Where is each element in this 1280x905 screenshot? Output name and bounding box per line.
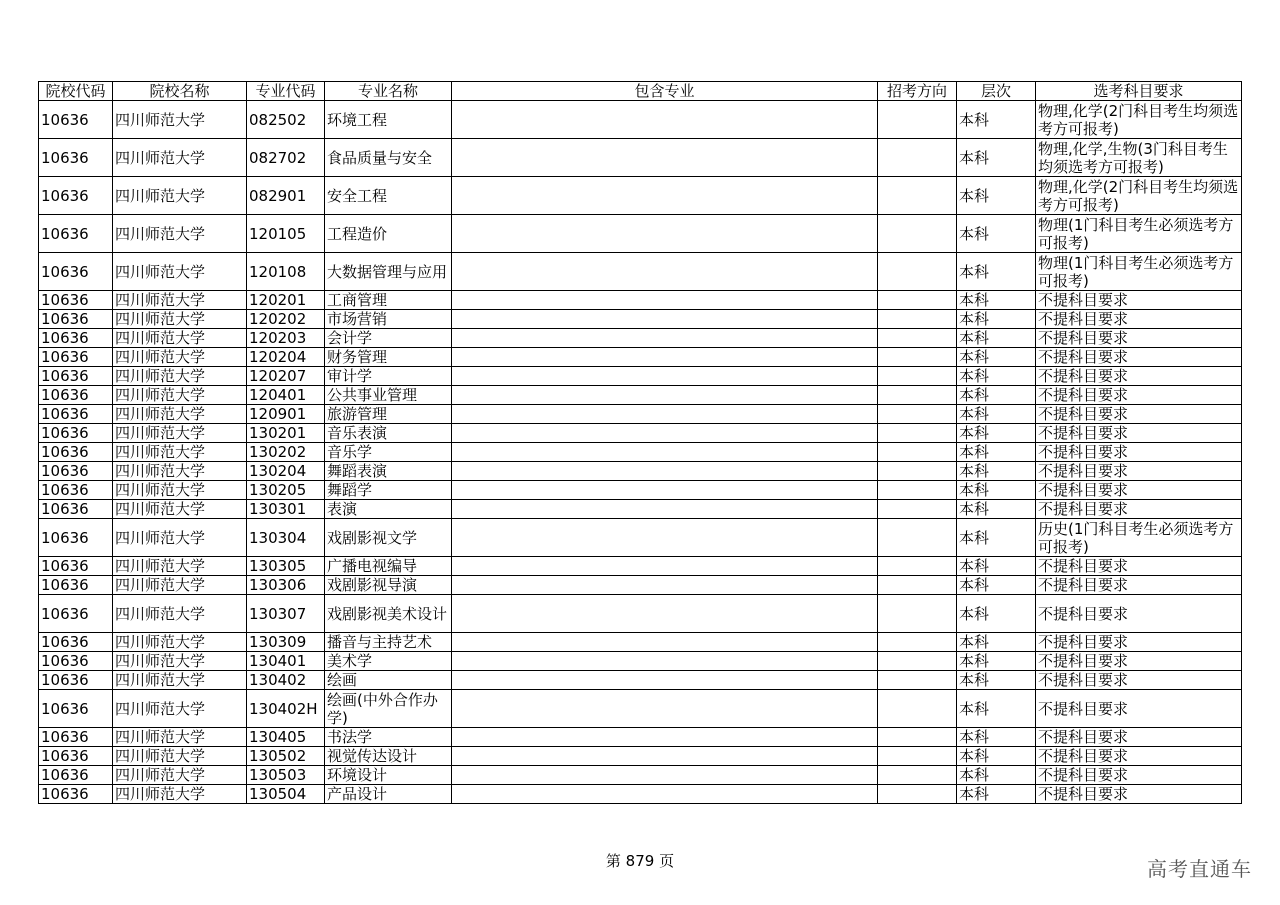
cell-subject-requirement: 不提科目要求	[1036, 557, 1242, 576]
cell-level: 本科	[957, 177, 1036, 215]
cell-school-name: 四川师范大学	[113, 310, 247, 329]
cell-major-code: 130504	[247, 785, 325, 804]
cell-school-code: 10636	[39, 310, 113, 329]
cell-school-name: 四川师范大学	[113, 481, 247, 500]
cell-school-name: 四川师范大学	[113, 576, 247, 595]
cell-major-name: 公共事业管理	[325, 386, 452, 405]
cell-level: 本科	[957, 310, 1036, 329]
cell-direction	[878, 215, 957, 253]
cell-included-majors	[452, 291, 878, 310]
cell-school-name: 四川师范大学	[113, 462, 247, 481]
cell-level: 本科	[957, 405, 1036, 424]
cell-level: 本科	[957, 348, 1036, 367]
cell-level: 本科	[957, 215, 1036, 253]
cell-major-name: 大数据管理与应用	[325, 253, 452, 291]
table-row	[39, 462, 1242, 481]
cell-direction	[878, 500, 957, 519]
cell-school-name: 四川师范大学	[113, 253, 247, 291]
cell-level: 本科	[957, 690, 1036, 728]
cell-school-name: 四川师范大学	[113, 519, 247, 557]
header-school-name: 院校名称	[113, 82, 247, 101]
table-row	[39, 576, 1242, 595]
cell-level: 本科	[957, 766, 1036, 785]
cell-subject-requirement: 不提科目要求	[1036, 671, 1242, 690]
cell-direction	[878, 424, 957, 443]
cell-major-code: 130405	[247, 728, 325, 747]
table-row	[39, 348, 1242, 367]
table-row	[39, 633, 1242, 652]
cell-subject-requirement: 不提科目要求	[1036, 747, 1242, 766]
cell-level: 本科	[957, 652, 1036, 671]
cell-included-majors	[452, 424, 878, 443]
cell-subject-requirement: 不提科目要求	[1036, 348, 1242, 367]
cell-school-name: 四川师范大学	[113, 291, 247, 310]
cell-included-majors	[452, 766, 878, 785]
table-row	[39, 519, 1242, 557]
cell-major-name: 音乐学	[325, 443, 452, 462]
table-row	[39, 690, 1242, 728]
cell-school-name: 四川师范大学	[113, 728, 247, 747]
table-row	[39, 671, 1242, 690]
cell-school-name: 四川师范大学	[113, 785, 247, 804]
table-row	[39, 101, 1242, 139]
table-row	[39, 424, 1242, 443]
cell-included-majors	[452, 215, 878, 253]
cell-major-code: 130305	[247, 557, 325, 576]
cell-major-code: 120105	[247, 215, 325, 253]
cell-included-majors	[452, 690, 878, 728]
cell-school-name: 四川师范大学	[113, 500, 247, 519]
cell-school-code: 10636	[39, 462, 113, 481]
cell-level: 本科	[957, 101, 1036, 139]
cell-subject-requirement: 不提科目要求	[1036, 405, 1242, 424]
table-row	[39, 766, 1242, 785]
cell-direction	[878, 291, 957, 310]
cell-major-code: 130304	[247, 519, 325, 557]
cell-major-name: 舞蹈表演	[325, 462, 452, 481]
cell-included-majors	[452, 633, 878, 652]
cell-school-code: 10636	[39, 348, 113, 367]
cell-level: 本科	[957, 443, 1036, 462]
cell-school-name: 四川师范大学	[113, 386, 247, 405]
header-subject-requirement: 选考科目要求	[1036, 82, 1242, 101]
page-number: 第 879 页	[605, 852, 675, 870]
cell-major-code: 120108	[247, 253, 325, 291]
cell-school-code: 10636	[39, 253, 113, 291]
cell-school-code: 10636	[39, 500, 113, 519]
cell-school-name: 四川师范大学	[113, 424, 247, 443]
table-row	[39, 139, 1242, 177]
cell-subject-requirement: 不提科目要求	[1036, 291, 1242, 310]
cell-school-code: 10636	[39, 424, 113, 443]
cell-direction	[878, 519, 957, 557]
cell-major-code: 120204	[247, 348, 325, 367]
cell-direction	[878, 557, 957, 576]
cell-direction	[878, 785, 957, 804]
cell-subject-requirement: 不提科目要求	[1036, 766, 1242, 785]
cell-level: 本科	[957, 462, 1036, 481]
table-row	[39, 785, 1242, 804]
cell-school-name: 四川师范大学	[113, 671, 247, 690]
cell-direction	[878, 728, 957, 747]
cell-school-code: 10636	[39, 139, 113, 177]
cell-direction	[878, 690, 957, 728]
table-row	[39, 500, 1242, 519]
cell-included-majors	[452, 348, 878, 367]
cell-level: 本科	[957, 291, 1036, 310]
cell-level: 本科	[957, 785, 1036, 804]
cell-level: 本科	[957, 386, 1036, 405]
cell-direction	[878, 766, 957, 785]
cell-major-name: 工商管理	[325, 291, 452, 310]
admission-table	[38, 81, 1242, 804]
cell-school-name: 四川师范大学	[113, 690, 247, 728]
cell-school-name: 四川师范大学	[113, 348, 247, 367]
cell-school-name: 四川师范大学	[113, 652, 247, 671]
cell-direction	[878, 386, 957, 405]
cell-subject-requirement: 不提科目要求	[1036, 633, 1242, 652]
cell-included-majors	[452, 177, 878, 215]
cell-school-name: 四川师范大学	[113, 177, 247, 215]
cell-major-code: 130205	[247, 481, 325, 500]
table-row	[39, 595, 1242, 633]
cell-direction	[878, 367, 957, 386]
cell-direction	[878, 101, 957, 139]
cell-subject-requirement: 物理,化学(2门科目考生均须选考方可报考)	[1036, 177, 1242, 215]
cell-major-name: 舞蹈学	[325, 481, 452, 500]
cell-major-name: 戏剧影视美术设计	[325, 595, 452, 633]
cell-direction	[878, 329, 957, 348]
cell-major-name: 工程造价	[325, 215, 452, 253]
header-major-name: 专业名称	[325, 82, 452, 101]
cell-school-name: 四川师范大学	[113, 405, 247, 424]
cell-direction	[878, 348, 957, 367]
cell-subject-requirement: 不提科目要求	[1036, 500, 1242, 519]
cell-major-name: 审计学	[325, 367, 452, 386]
cell-major-code: 120203	[247, 329, 325, 348]
cell-school-name: 四川师范大学	[113, 595, 247, 633]
cell-subject-requirement: 历史(1门科目考生必须选考方可报考)	[1036, 519, 1242, 557]
cell-major-code: 130301	[247, 500, 325, 519]
table-body	[39, 101, 1242, 804]
header-major-code: 专业代码	[247, 82, 325, 101]
cell-included-majors	[452, 652, 878, 671]
cell-direction	[878, 671, 957, 690]
cell-major-name: 环境工程	[325, 101, 452, 139]
cell-major-code: 130204	[247, 462, 325, 481]
cell-included-majors	[452, 519, 878, 557]
cell-included-majors	[452, 671, 878, 690]
cell-major-name: 食品质量与安全	[325, 139, 452, 177]
cell-included-majors	[452, 785, 878, 804]
cell-major-code: 130309	[247, 633, 325, 652]
cell-major-code: 082901	[247, 177, 325, 215]
table-row	[39, 253, 1242, 291]
cell-subject-requirement: 不提科目要求	[1036, 690, 1242, 728]
cell-major-code: 130401	[247, 652, 325, 671]
cell-school-code: 10636	[39, 576, 113, 595]
cell-major-name: 美术学	[325, 652, 452, 671]
cell-school-name: 四川师范大学	[113, 633, 247, 652]
cell-subject-requirement: 不提科目要求	[1036, 329, 1242, 348]
table-row	[39, 728, 1242, 747]
cell-major-code: 120201	[247, 291, 325, 310]
cell-major-name: 绘画	[325, 671, 452, 690]
cell-major-code: 120207	[247, 367, 325, 386]
header-row	[39, 82, 1242, 101]
cell-level: 本科	[957, 329, 1036, 348]
cell-major-name: 播音与主持艺术	[325, 633, 452, 652]
table-row	[39, 215, 1242, 253]
cell-major-name: 安全工程	[325, 177, 452, 215]
cell-direction	[878, 595, 957, 633]
cell-level: 本科	[957, 557, 1036, 576]
cell-direction	[878, 652, 957, 671]
cell-major-name: 旅游管理	[325, 405, 452, 424]
cell-direction	[878, 405, 957, 424]
cell-major-name: 表演	[325, 500, 452, 519]
table-row	[39, 291, 1242, 310]
cell-subject-requirement: 不提科目要求	[1036, 386, 1242, 405]
cell-level: 本科	[957, 367, 1036, 386]
cell-major-code: 082702	[247, 139, 325, 177]
cell-subject-requirement: 不提科目要求	[1036, 481, 1242, 500]
cell-level: 本科	[957, 519, 1036, 557]
cell-direction	[878, 462, 957, 481]
cell-subject-requirement: 物理,化学(2门科目考生均须选考方可报考)	[1036, 101, 1242, 139]
cell-direction	[878, 633, 957, 652]
cell-school-name: 四川师范大学	[113, 747, 247, 766]
cell-subject-requirement: 不提科目要求	[1036, 443, 1242, 462]
table-row	[39, 310, 1242, 329]
cell-major-name: 产品设计	[325, 785, 452, 804]
cell-school-code: 10636	[39, 291, 113, 310]
header-direction: 招考方向	[878, 82, 957, 101]
cell-included-majors	[452, 576, 878, 595]
cell-included-majors	[452, 728, 878, 747]
cell-included-majors	[452, 595, 878, 633]
cell-level: 本科	[957, 576, 1036, 595]
cell-school-name: 四川师范大学	[113, 557, 247, 576]
cell-subject-requirement: 不提科目要求	[1036, 310, 1242, 329]
table-row	[39, 747, 1242, 766]
cell-school-code: 10636	[39, 215, 113, 253]
cell-major-name: 会计学	[325, 329, 452, 348]
cell-major-code: 120202	[247, 310, 325, 329]
cell-included-majors	[452, 405, 878, 424]
cell-school-code: 10636	[39, 728, 113, 747]
cell-included-majors	[452, 329, 878, 348]
cell-subject-requirement: 不提科目要求	[1036, 367, 1242, 386]
cell-major-code: 130502	[247, 747, 325, 766]
cell-level: 本科	[957, 500, 1036, 519]
cell-level: 本科	[957, 481, 1036, 500]
table-row	[39, 386, 1242, 405]
table-row	[39, 367, 1242, 386]
cell-subject-requirement: 不提科目要求	[1036, 462, 1242, 481]
cell-school-code: 10636	[39, 766, 113, 785]
cell-major-code: 130307	[247, 595, 325, 633]
cell-major-code: 082502	[247, 101, 325, 139]
cell-direction	[878, 747, 957, 766]
cell-school-code: 10636	[39, 557, 113, 576]
cell-included-majors	[452, 557, 878, 576]
cell-included-majors	[452, 139, 878, 177]
cell-major-code: 120401	[247, 386, 325, 405]
cell-included-majors	[452, 462, 878, 481]
cell-major-name: 绘画(中外合作办学)	[325, 690, 452, 728]
cell-included-majors	[452, 386, 878, 405]
table-row	[39, 443, 1242, 462]
cell-level: 本科	[957, 595, 1036, 633]
cell-subject-requirement: 不提科目要求	[1036, 652, 1242, 671]
cell-included-majors	[452, 500, 878, 519]
cell-major-name: 市场营销	[325, 310, 452, 329]
table-row	[39, 652, 1242, 671]
cell-direction	[878, 139, 957, 177]
cell-school-code: 10636	[39, 595, 113, 633]
cell-school-name: 四川师范大学	[113, 329, 247, 348]
cell-level: 本科	[957, 633, 1036, 652]
cell-included-majors	[452, 310, 878, 329]
cell-school-code: 10636	[39, 633, 113, 652]
cell-school-name: 四川师范大学	[113, 101, 247, 139]
cell-school-name: 四川师范大学	[113, 766, 247, 785]
header-level: 层次	[957, 82, 1036, 101]
cell-major-code: 130306	[247, 576, 325, 595]
cell-included-majors	[452, 253, 878, 291]
header-school-code: 院校代码	[39, 82, 113, 101]
cell-school-code: 10636	[39, 405, 113, 424]
cell-direction	[878, 443, 957, 462]
cell-level: 本科	[957, 747, 1036, 766]
cell-level: 本科	[957, 728, 1036, 747]
cell-included-majors	[452, 101, 878, 139]
cell-school-code: 10636	[39, 671, 113, 690]
table-row	[39, 329, 1242, 348]
cell-school-name: 四川师范大学	[113, 367, 247, 386]
table-row	[39, 557, 1242, 576]
cell-school-code: 10636	[39, 367, 113, 386]
cell-school-code: 10636	[39, 652, 113, 671]
cell-subject-requirement: 不提科目要求	[1036, 728, 1242, 747]
cell-school-code: 10636	[39, 329, 113, 348]
cell-included-majors	[452, 481, 878, 500]
cell-school-code: 10636	[39, 481, 113, 500]
cell-major-name: 广播电视编导	[325, 557, 452, 576]
cell-major-code: 120901	[247, 405, 325, 424]
cell-major-code: 130402	[247, 671, 325, 690]
cell-major-name: 环境设计	[325, 766, 452, 785]
cell-level: 本科	[957, 671, 1036, 690]
cell-included-majors	[452, 367, 878, 386]
cell-included-majors	[452, 443, 878, 462]
cell-major-code: 130402H	[247, 690, 325, 728]
cell-school-name: 四川师范大学	[113, 139, 247, 177]
cell-direction	[878, 310, 957, 329]
watermark-logo: 高考直通车	[1147, 857, 1252, 881]
cell-school-code: 10636	[39, 177, 113, 215]
cell-subject-requirement: 物理,化学,生物(3门科目考生均须选考方可报考)	[1036, 139, 1242, 177]
cell-school-code: 10636	[39, 101, 113, 139]
cell-direction	[878, 253, 957, 291]
cell-subject-requirement: 物理(1门科目考生必须选考方可报考)	[1036, 215, 1242, 253]
cell-major-name: 财务管理	[325, 348, 452, 367]
cell-major-code: 130201	[247, 424, 325, 443]
cell-subject-requirement: 不提科目要求	[1036, 785, 1242, 804]
cell-subject-requirement: 不提科目要求	[1036, 576, 1242, 595]
cell-major-code: 130202	[247, 443, 325, 462]
cell-level: 本科	[957, 139, 1036, 177]
cell-school-name: 四川师范大学	[113, 215, 247, 253]
cell-school-code: 10636	[39, 443, 113, 462]
cell-major-code: 130503	[247, 766, 325, 785]
cell-school-code: 10636	[39, 747, 113, 766]
cell-school-code: 10636	[39, 386, 113, 405]
cell-major-name: 视觉传达设计	[325, 747, 452, 766]
cell-level: 本科	[957, 253, 1036, 291]
cell-direction	[878, 481, 957, 500]
cell-school-name: 四川师范大学	[113, 443, 247, 462]
cell-subject-requirement: 不提科目要求	[1036, 595, 1242, 633]
table-row	[39, 481, 1242, 500]
cell-major-name: 音乐表演	[325, 424, 452, 443]
cell-included-majors	[452, 747, 878, 766]
cell-subject-requirement: 不提科目要求	[1036, 424, 1242, 443]
table-row	[39, 177, 1242, 215]
table-row	[39, 405, 1242, 424]
header-included-majors: 包含专业	[452, 82, 878, 101]
cell-school-code: 10636	[39, 785, 113, 804]
cell-major-name: 戏剧影视导演	[325, 576, 452, 595]
cell-major-name: 戏剧影视文学	[325, 519, 452, 557]
cell-major-name: 书法学	[325, 728, 452, 747]
cell-school-code: 10636	[39, 519, 113, 557]
cell-school-code: 10636	[39, 690, 113, 728]
cell-level: 本科	[957, 424, 1036, 443]
cell-subject-requirement: 物理(1门科目考生必须选考方可报考)	[1036, 253, 1242, 291]
cell-direction	[878, 177, 957, 215]
cell-direction	[878, 576, 957, 595]
